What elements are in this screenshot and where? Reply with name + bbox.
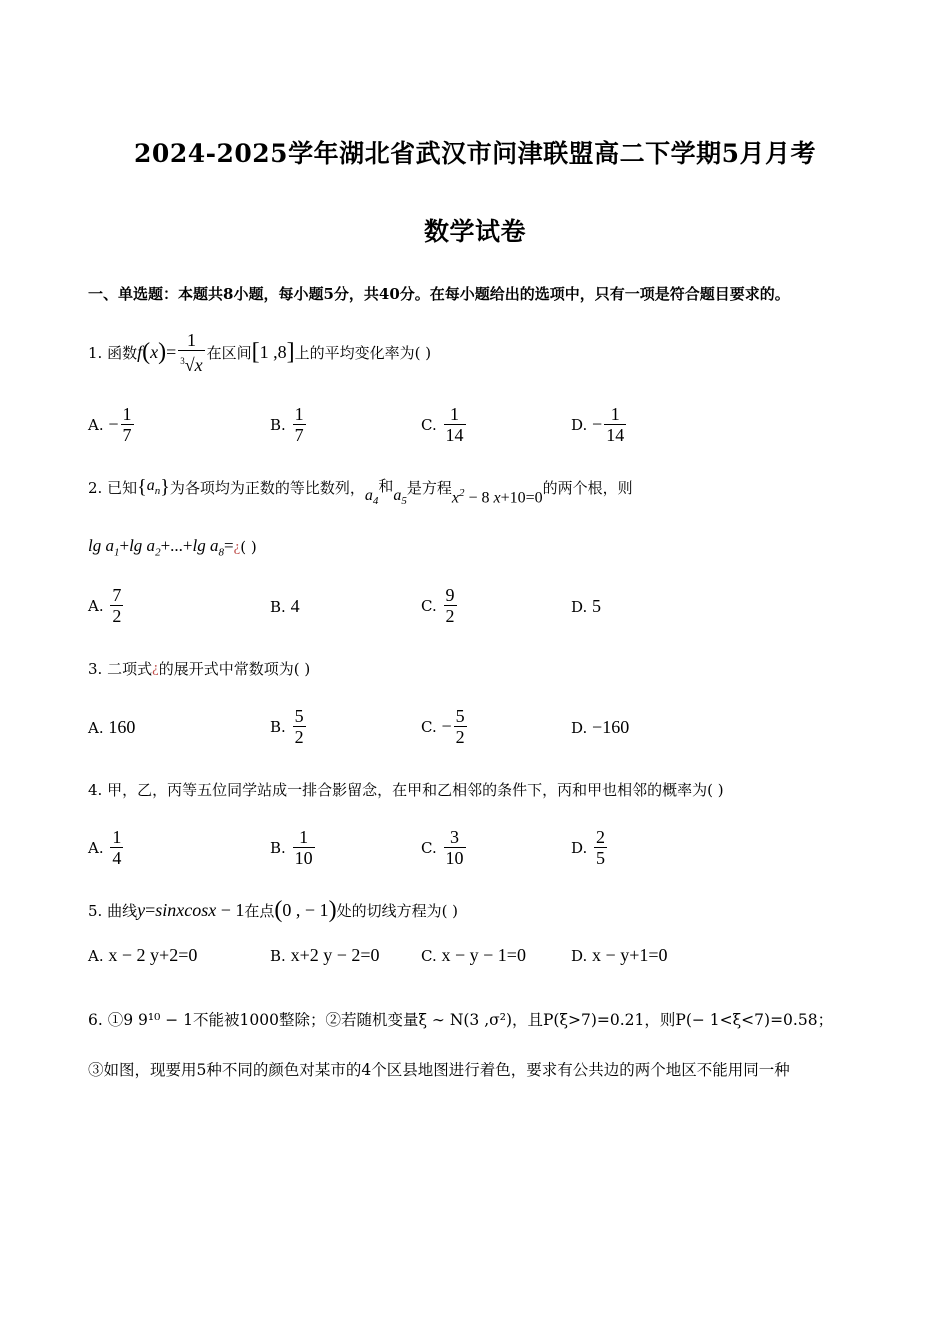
- question-3: [88, 658, 310, 679]
- q2-option-a[interactable]: [88, 585, 125, 626]
- q1-eq: =: [166, 342, 177, 362]
- option-label: A.: [88, 596, 104, 615]
- q5-option-a[interactable]: [88, 945, 197, 966]
- option-fraction: $\frac{5}{2}$: [455, 706, 465, 747]
- option-label: D.: [571, 838, 588, 857]
- option-label: C.: [421, 946, 437, 965]
- q3-option-b[interactable]: [270, 706, 308, 747]
- option-value: −160: [592, 717, 630, 737]
- page-subtitle: 数学试卷: [423, 217, 526, 246]
- q2-unknown: ¿: [233, 538, 241, 555]
- q2-line2: [88, 536, 257, 558]
- option-label: C.: [421, 415, 437, 434]
- q4-option-d[interactable]: [571, 827, 609, 868]
- option-label: A.: [88, 718, 104, 737]
- q2-suffix: 的两个根，则: [542, 479, 633, 497]
- option-fraction: $\frac{1}{7}$: [122, 404, 132, 445]
- q4-option-c[interactable]: [421, 827, 468, 868]
- q5-mid: 在点: [244, 902, 275, 920]
- option-label: D.: [571, 946, 588, 965]
- q3-option-d[interactable]: [571, 717, 629, 738]
- q2-a5: $a_5$: [393, 487, 407, 508]
- q3-suffix: 的展开式中常数项为( ): [158, 660, 311, 678]
- q2-he: 和: [378, 477, 394, 495]
- q1-option-b[interactable]: [270, 404, 308, 445]
- option-label: A.: [88, 946, 104, 965]
- option-label: B.: [270, 717, 286, 736]
- option-label: D.: [571, 597, 588, 616]
- q5-option-c[interactable]: [421, 945, 526, 966]
- q2-brace: }: [160, 476, 170, 498]
- q2-option-d[interactable]: [571, 596, 601, 617]
- q5-option-d[interactable]: [571, 945, 668, 966]
- q2-log-sum: $\lg a_1+\lg$ $a_2+...+\lg$ $a_8=$: [88, 536, 234, 559]
- q2-brace: {: [137, 476, 147, 498]
- option-sign: −: [441, 716, 452, 736]
- q1-function: f: [137, 342, 143, 362]
- option-label: A.: [88, 838, 104, 857]
- option-label: C.: [421, 838, 437, 857]
- option-fraction: $\frac{2}{5}$: [596, 827, 606, 868]
- option-fraction: $\frac{1}{10}$: [294, 827, 313, 868]
- option-label: A.: [88, 415, 104, 434]
- q4-option-b[interactable]: [270, 827, 317, 868]
- q3-prefix: 3. 二项式: [88, 660, 153, 678]
- q2-option-c[interactable]: [421, 585, 459, 626]
- option-value: x − y+1=0: [592, 945, 668, 965]
- q2-a4: $a_4$: [364, 487, 379, 508]
- q1-option-c[interactable]: [421, 404, 468, 445]
- option-fraction: $\frac{9}{2}$: [445, 585, 455, 626]
- q5-paren: ): [328, 897, 337, 923]
- option-value: x+2 y − 2=0: [290, 945, 380, 965]
- q5-curve: y=sinxcosx − 1: [137, 900, 245, 920]
- q2-mid2: 是方程: [406, 479, 452, 497]
- q2-sequence: $a_n$: [146, 477, 161, 498]
- option-value: 4: [290, 596, 300, 616]
- q1-paren: (: [142, 339, 151, 365]
- q5-suffix: 处的切线方程为( ): [336, 902, 459, 920]
- q1-paren: ): [158, 339, 167, 365]
- option-value: 160: [108, 717, 136, 737]
- option-label: C.: [421, 596, 437, 615]
- section-heading: 一、单选题：本题共8小题，每小题5分，共40分。在每小题给出的选项中，只有一项是符合题目要求的。: [88, 285, 790, 303]
- option-fraction: $\frac{1}{7}$: [294, 404, 304, 445]
- option-label: B.: [270, 946, 286, 965]
- question-2: [88, 476, 633, 508]
- q2-prefix: 2. 已知: [88, 479, 138, 497]
- question-4: 4. 甲，乙，丙等五位同学站成一排合影留念，在甲和乙相邻的条件下，丙和甲也相邻的概率为( ): [88, 781, 724, 799]
- option-fraction: $\frac{3}{10}$: [445, 827, 464, 868]
- option-value: 5: [592, 596, 602, 616]
- option-label: D.: [571, 718, 588, 737]
- q5-point: 0 , − 1: [282, 900, 329, 920]
- option-sign: −: [108, 414, 119, 434]
- question-5: [88, 897, 458, 924]
- q5-option-b[interactable]: [270, 945, 380, 966]
- q2-mid1: 为各项均为正数的等比数列，: [169, 479, 365, 497]
- option-fraction: $\frac{1}{14}$: [606, 404, 625, 445]
- q1-fraction: $\frac{1}{^3√x}$: [180, 330, 203, 375]
- option-value: x − y − 1=0: [441, 945, 526, 965]
- question-6-line2: ③如图，现要用5种不同的颜色对某市的4个区县地图进行着色，要求有公共边的两个地区不能用同一种: [88, 1061, 790, 1079]
- q2-line2-suffix: ( ): [240, 538, 257, 557]
- q2-option-b[interactable]: [270, 596, 300, 617]
- option-label: C.: [421, 717, 437, 736]
- option-fraction: $\frac{7}{2}$: [112, 585, 122, 626]
- q1-suffix: 上的平均变化率为( ): [294, 344, 432, 362]
- q1-mid: 在区间: [206, 344, 252, 362]
- q1-option-d[interactable]: [571, 404, 628, 445]
- q3-option-c[interactable]: [421, 706, 469, 747]
- q1-var: x: [150, 342, 159, 362]
- q1-bracket: [: [251, 339, 260, 365]
- q2-equation: $x^2 - 8$ x+10=0: [451, 487, 543, 507]
- q1-prefix: 1. 函数: [88, 344, 138, 362]
- q5-prefix: 5. 曲线: [88, 902, 138, 920]
- option-sign: −: [592, 414, 603, 434]
- option-fraction: $\frac{1}{14}$: [445, 404, 464, 445]
- option-label: D.: [571, 415, 588, 434]
- q1-option-a[interactable]: [88, 404, 136, 445]
- q5-paren: (: [274, 897, 283, 923]
- q4-option-a[interactable]: [88, 827, 125, 868]
- q1-bracket: ]: [286, 339, 295, 365]
- question-1: [88, 330, 431, 375]
- q3-option-a[interactable]: [88, 717, 135, 738]
- option-value: x − 2 y+2=0: [108, 945, 198, 965]
- option-label: B.: [270, 838, 286, 857]
- q3-unknown: ¿: [152, 660, 159, 676]
- q1-interval: 1 ,8: [259, 342, 287, 362]
- option-label: B.: [270, 415, 286, 434]
- option-label: B.: [270, 597, 286, 616]
- option-fraction: $\frac{1}{4}$: [112, 827, 122, 868]
- question-6-line1: 6. ①9 9¹⁰ − 1不能被1000整除；②若随机变量ξ ∼ N(3 ,σ²)，且P(ξ>7)=0.21，则P(− 1<ξ<7)=0.58；: [88, 1011, 834, 1029]
- option-fraction: $\frac{5}{2}$: [294, 706, 304, 747]
- page-title: 2024-2025学年湖北省武汉市问津联盟高二下学期5月月考: [134, 139, 816, 168]
